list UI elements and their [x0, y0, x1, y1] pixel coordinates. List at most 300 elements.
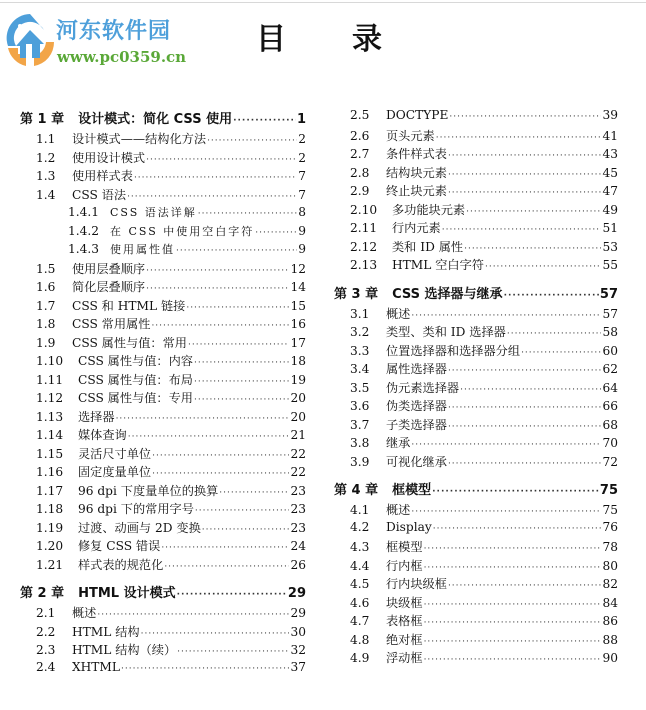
- toc-section: [20, 482, 306, 501]
- dot-leader: [128, 432, 290, 442]
- dot-leader: [255, 228, 297, 238]
- toc-page-number: 24: [290, 539, 306, 553]
- toc-title: HTML 结构（续）: [72, 643, 177, 657]
- toc-page-number: 37: [290, 659, 306, 674]
- dot-leader: [116, 414, 290, 424]
- dot-leader: [424, 637, 602, 647]
- toc-title: CSS 选择器与继承: [392, 286, 503, 302]
- toc-page-number: 30: [290, 624, 306, 639]
- toc-chapter: [334, 479, 618, 501]
- toc-section: [334, 649, 618, 668]
- toc-section: [334, 360, 618, 379]
- toc-number: 1.11: [36, 372, 64, 387]
- toc-section: [334, 201, 618, 220]
- toc-title: CSS 属性与值：专用: [78, 391, 193, 405]
- dot-leader: [464, 244, 601, 254]
- toc-page-number: 23: [290, 520, 306, 535]
- toc-page-number: 17: [290, 335, 306, 350]
- toc-number: 2.7: [350, 147, 370, 161]
- toc-page-number: 29: [287, 586, 306, 601]
- dot-leader: [433, 524, 602, 534]
- toc-title: 可视化继承: [386, 454, 447, 469]
- toc-section: [334, 416, 618, 435]
- toc-number: 1.6: [36, 280, 56, 294]
- toc-title: 固定度量单位: [78, 465, 152, 479]
- toc-page-number: 2: [298, 132, 306, 146]
- toc-number: 2.11: [350, 221, 378, 235]
- toc-page-number: 32: [290, 643, 306, 657]
- toc-page-number: 9: [298, 223, 306, 238]
- toc-section: [334, 305, 618, 324]
- dot-leader: [188, 340, 289, 350]
- toc-page-number: 62: [602, 362, 618, 376]
- toc-page-number: 12: [290, 261, 306, 276]
- toc-page-number: 22: [290, 465, 306, 479]
- toc-section: [334, 501, 618, 520]
- toc-page-number: 19: [290, 372, 306, 387]
- dot-leader: [151, 321, 289, 331]
- toc-section: [334, 538, 618, 557]
- toc-page-number: 68: [602, 417, 618, 432]
- toc-title: 类型、类和 ID 选择器: [386, 325, 506, 339]
- toc-number: 3.3: [350, 343, 370, 358]
- toc-number: 2.12: [350, 239, 378, 254]
- toc-page-number: 16: [290, 317, 306, 331]
- dot-leader: [176, 246, 297, 256]
- dot-leader: [504, 291, 599, 301]
- toc-number: 第 3 章: [334, 286, 379, 302]
- toc-section: [334, 575, 618, 594]
- toc-page-number: 64: [602, 380, 618, 395]
- toc-title: 行内元素: [392, 221, 441, 235]
- toc-title: 在 CSS 中使用空白字符: [110, 224, 255, 238]
- chapter-spacer: [334, 471, 618, 479]
- toc-page-number: 72: [602, 454, 618, 469]
- toc-page-number: 1: [296, 112, 306, 127]
- toc-title: 选择器: [78, 409, 115, 424]
- toc-left-column: [20, 108, 306, 678]
- toc-title: HTML 空白字符: [392, 258, 484, 272]
- toc-section: [334, 256, 618, 275]
- dot-leader: [448, 170, 602, 180]
- toc-page-number: 60: [602, 343, 618, 358]
- toc-title: 终止块元素: [386, 184, 447, 198]
- dot-leader: [411, 440, 601, 450]
- toc-title: 伪类选择器: [386, 399, 447, 413]
- toc-number: 1.17: [36, 483, 64, 498]
- toc-section: [20, 604, 306, 623]
- toc-title: DOCTYPE: [386, 108, 449, 122]
- toc-page-number: 39: [602, 108, 618, 122]
- toc-title: CSS 语法: [72, 187, 127, 202]
- dot-leader: [121, 664, 289, 674]
- toc-title: 伪元素选择器: [386, 380, 460, 395]
- toc-number: 3.4: [350, 362, 370, 376]
- dot-leader: [507, 329, 602, 339]
- dot-leader: [442, 225, 602, 235]
- toc-title: 样式表的规范化: [78, 557, 164, 572]
- page-title-char-2: 录: [352, 22, 382, 57]
- toc-title: 属性选择器: [386, 362, 447, 376]
- dot-leader: [436, 133, 602, 143]
- toc-page-number: 26: [290, 557, 306, 572]
- toc-section: [20, 130, 306, 149]
- toc-section: [334, 594, 618, 613]
- toc-page-number: 41: [602, 128, 618, 143]
- toc-title: 概述: [72, 606, 97, 620]
- dot-leader: [194, 395, 289, 405]
- dot-leader: [448, 188, 602, 198]
- dot-leader: [194, 377, 289, 387]
- toc-title: 条件样式表: [386, 147, 447, 161]
- toc-page-number: 86: [602, 614, 618, 628]
- dot-leader: [448, 366, 602, 376]
- dot-leader: [448, 581, 602, 591]
- toc-section: [334, 342, 618, 361]
- toc-section: [334, 520, 618, 539]
- toc-number: 2.9: [350, 184, 370, 198]
- toc-number: 2.10: [350, 202, 378, 217]
- toc-title: 使用设计模式: [72, 150, 146, 165]
- toc-number: 2.4: [36, 659, 56, 674]
- toc-title: 浮动框: [386, 651, 423, 665]
- dot-leader: [164, 562, 289, 572]
- dot-leader: [424, 544, 602, 554]
- toc-number: 1.7: [36, 298, 56, 313]
- toc-number: 1.4.2: [68, 223, 100, 238]
- toc-page-number: 29: [290, 606, 306, 620]
- toc-section: [20, 556, 306, 575]
- toc-page-number: 21: [290, 428, 306, 442]
- toc-number: 2.1: [36, 606, 56, 620]
- toc-number: 1.14: [36, 428, 64, 442]
- toc-number: 4.7: [350, 614, 370, 628]
- dot-leader: [186, 303, 289, 313]
- toc-section: [334, 612, 618, 631]
- toc-chapter: [20, 582, 306, 604]
- dot-leader: [177, 590, 287, 600]
- toc-title: 修复 CSS 错误: [78, 539, 161, 553]
- toc-page-number: 75: [602, 503, 618, 517]
- toc-title: 96 dpi 下度量单位的换算: [78, 483, 219, 498]
- dot-leader: [177, 647, 289, 657]
- toc-title: 框模型: [392, 483, 432, 498]
- toc-section: [20, 389, 306, 408]
- toc-title: CSS 属性与值：布局: [78, 372, 193, 387]
- toc-chapter: [20, 108, 306, 130]
- toc-number: 第 1 章: [20, 112, 65, 127]
- toc-section: [20, 260, 306, 279]
- dot-leader: [424, 600, 602, 610]
- watermark-site-name: 河东软件园: [56, 19, 172, 44]
- dot-leader: [202, 525, 290, 535]
- toc-number: 4.4: [350, 558, 370, 573]
- toc-section: [334, 557, 618, 576]
- toc-page-number: 78: [602, 540, 618, 554]
- toc-section: [334, 145, 618, 164]
- toc-number: 3.7: [350, 417, 370, 432]
- toc-title: 媒体查询: [78, 428, 127, 442]
- toc-number: 1.5: [36, 261, 56, 276]
- toc-section: [20, 537, 306, 556]
- toc-section: [20, 660, 306, 679]
- toc-page-number: 70: [602, 436, 618, 450]
- dot-leader: [424, 563, 602, 573]
- toc-page-number: 90: [602, 651, 618, 665]
- toc-title: 灵活尺寸单位: [78, 446, 152, 461]
- toc-section: [334, 453, 618, 472]
- toc-title: 绝对框: [386, 632, 423, 647]
- toc-section: [20, 315, 306, 334]
- toc-number: 1.4.1: [68, 205, 100, 219]
- toc-number: 1.16: [36, 465, 64, 479]
- toc-number: 1.13: [36, 409, 64, 424]
- toc-title: CSS 属性与值：常用: [72, 335, 187, 350]
- toc-title: CSS 属性与值：内容: [78, 354, 193, 368]
- dot-leader: [411, 507, 601, 517]
- toc-page-number: 15: [290, 298, 306, 313]
- toc-title: XHTML: [72, 659, 121, 674]
- toc-number: 1.12: [36, 391, 64, 405]
- toc-number: 4.1: [350, 503, 370, 517]
- toc-number: 1.3: [36, 169, 56, 183]
- toc-title: HTML 设计模式: [78, 586, 176, 601]
- toc-section: [20, 426, 306, 445]
- toc-title: 框模型: [386, 540, 423, 554]
- dot-leader: [521, 348, 601, 358]
- toc-page-number: 58: [602, 325, 618, 339]
- toc-title: 继承: [386, 436, 411, 450]
- top-border: [0, 2, 646, 3]
- dot-leader: [134, 173, 297, 183]
- toc-page-number: 18: [290, 354, 306, 368]
- toc-number: 1.4.3: [68, 242, 100, 256]
- dot-leader: [424, 655, 602, 665]
- toc-section: [334, 182, 618, 201]
- dot-leader: [432, 487, 599, 497]
- toc-title: 子类选择器: [386, 417, 447, 432]
- toc-section: [20, 463, 306, 482]
- chapter-spacer: [20, 574, 306, 582]
- toc-title: Display: [386, 519, 432, 534]
- dot-leader: [460, 385, 601, 395]
- toc-title: 概述: [386, 306, 411, 321]
- toc-section: [20, 278, 306, 297]
- toc-section: [334, 238, 618, 257]
- toc-number: 3.8: [350, 436, 370, 450]
- toc-section: [334, 127, 618, 146]
- toc-title: 多功能块元素: [392, 202, 466, 217]
- toc-section: [334, 631, 618, 650]
- toc-number: 第 2 章: [20, 586, 65, 601]
- dot-leader: [448, 403, 602, 413]
- toc-page-number: 49: [602, 202, 618, 217]
- toc-number: 第 4 章: [334, 483, 379, 498]
- watermark-url: www.pc0359.cn: [57, 48, 187, 66]
- toc-page-number: 55: [602, 258, 618, 272]
- dot-leader: [152, 469, 289, 479]
- dot-leader: [448, 422, 602, 432]
- toc-chapter: [334, 283, 618, 305]
- toc-number: 1.18: [36, 502, 64, 516]
- toc-page-number: 57: [599, 286, 618, 302]
- toc-page-number: 66: [602, 399, 618, 413]
- toc-title: 结构块元素: [386, 165, 447, 180]
- toc-number: 2.8: [350, 165, 370, 180]
- dot-leader: [449, 112, 601, 122]
- toc-number: 3.1: [350, 306, 370, 321]
- toc-subsection: [20, 204, 306, 223]
- dot-leader: [466, 207, 601, 217]
- toc-section: [334, 108, 618, 127]
- toc-title: 设计模式——结构化方法: [72, 132, 207, 146]
- toc-number: 1.2: [36, 150, 56, 165]
- toc-number: 3.2: [350, 325, 370, 339]
- dot-leader: [97, 610, 289, 620]
- toc-title: CSS 常用属性: [72, 317, 151, 331]
- toc-title: 类和 ID 属性: [392, 239, 464, 254]
- toc-page-number: 57: [602, 306, 618, 321]
- dot-leader: [152, 451, 289, 461]
- toc-title: 概述: [386, 503, 411, 517]
- toc-page-number: 14: [290, 280, 306, 294]
- dot-leader: [141, 629, 290, 639]
- toc-title: CSS 和 HTML 链接: [72, 298, 186, 313]
- toc-title: 位置选择器和选择器分组: [386, 343, 521, 358]
- toc-title: 简化层叠顺序: [72, 280, 146, 294]
- toc-number: 2.5: [350, 108, 370, 122]
- toc-title: 行内框: [386, 558, 423, 573]
- toc-right-column: [334, 108, 618, 668]
- dot-leader: [485, 262, 602, 272]
- toc-title: 表格框: [386, 614, 423, 628]
- toc-number: 3.6: [350, 399, 370, 413]
- toc-title: 块级框: [386, 595, 423, 610]
- toc-number: 4.2: [350, 519, 370, 534]
- dot-leader: [207, 136, 297, 146]
- toc-title: 使用样式表: [72, 169, 133, 183]
- toc-title: 使用层叠顺序: [72, 261, 146, 276]
- toc-section: [20, 297, 306, 316]
- toc-page-number: 45: [602, 165, 618, 180]
- dot-leader: [219, 488, 289, 498]
- toc-section: [334, 379, 618, 398]
- toc-title: CSS 语法详解: [110, 206, 197, 219]
- toc-number: 1.4: [36, 187, 56, 202]
- toc-page-number: 7: [298, 169, 306, 183]
- toc-number: 4.3: [350, 540, 370, 554]
- dot-leader: [424, 618, 602, 628]
- toc-page-number: 53: [602, 239, 618, 254]
- toc-page-number: 7: [298, 187, 306, 202]
- toc-page-number: 9: [298, 242, 306, 256]
- toc-section: [20, 500, 306, 519]
- toc-number: 2.13: [350, 258, 378, 272]
- dot-leader: [161, 543, 289, 553]
- toc-section: [20, 519, 306, 538]
- dot-leader: [448, 151, 602, 161]
- toc-page-number: 80: [602, 558, 618, 573]
- toc-number: 1.21: [36, 557, 64, 572]
- toc-subsection: [20, 223, 306, 242]
- toc-number: 3.9: [350, 454, 370, 469]
- toc-section: [20, 641, 306, 660]
- toc-section: [20, 408, 306, 427]
- toc-section: [334, 397, 618, 416]
- toc-title: HTML 结构: [72, 624, 140, 639]
- dot-leader: [195, 506, 290, 516]
- toc-number: 2.2: [36, 624, 56, 639]
- dot-leader: [146, 155, 297, 165]
- toc-page-number: 23: [290, 502, 306, 516]
- toc-section: [334, 434, 618, 453]
- toc-number: 4.9: [350, 651, 370, 665]
- toc-page-number: 76: [602, 519, 618, 534]
- dot-leader: [127, 192, 297, 202]
- toc-page-number: 20: [290, 391, 306, 405]
- toc-title: 使用属性值: [110, 243, 175, 256]
- toc-page-number: 2: [298, 150, 306, 165]
- toc-page-number: 20: [290, 409, 306, 424]
- toc-page-number: 75: [599, 483, 618, 498]
- toc-title: 页头元素: [386, 128, 435, 143]
- toc-page-number: 47: [602, 184, 618, 198]
- toc-number: 4.5: [350, 577, 370, 591]
- dot-leader: [198, 209, 297, 219]
- toc-page-number: 43: [602, 147, 618, 161]
- toc-title: 行内块级框: [386, 577, 447, 591]
- toc-section: [334, 323, 618, 342]
- toc-subsection: [20, 241, 306, 260]
- toc-number: 4.6: [350, 595, 370, 610]
- toc-title: 设计模式：简化 CSS 使用: [78, 112, 233, 127]
- toc-number: 1.15: [36, 446, 64, 461]
- toc-title: 过渡、动画与 2D 变换: [78, 520, 201, 535]
- toc-page-number: 82: [602, 577, 618, 591]
- toc-section: [20, 623, 306, 642]
- toc-page-number: 22: [290, 446, 306, 461]
- toc-page-number: 8: [298, 205, 306, 219]
- toc-section: [334, 164, 618, 183]
- toc-section: [20, 334, 306, 353]
- toc-section: [20, 167, 306, 186]
- toc-number: 1.10: [36, 354, 64, 368]
- toc-section: [20, 371, 306, 390]
- toc-number: 1.1: [36, 132, 56, 146]
- chapter-spacer: [334, 275, 618, 283]
- toc-page-number: 23: [290, 483, 306, 498]
- page-title-char-1: 目: [256, 22, 286, 57]
- toc-section: [20, 186, 306, 205]
- toc-page-number: 51: [602, 221, 618, 235]
- toc-section: [20, 149, 306, 168]
- toc-page-number: 84: [602, 595, 618, 610]
- toc-number: 3.5: [350, 380, 370, 395]
- dot-leader: [194, 358, 289, 368]
- toc-title: 96 dpi 下的常用字号: [78, 502, 194, 516]
- dot-leader: [233, 116, 296, 126]
- dot-leader: [146, 266, 289, 276]
- toc-number: 4.8: [350, 632, 370, 647]
- toc-number: 2.6: [350, 128, 370, 143]
- toc-section: [20, 352, 306, 371]
- dot-leader: [411, 311, 601, 321]
- toc-section: [20, 445, 306, 464]
- toc-number: 2.3: [36, 643, 56, 657]
- toc-page-number: 88: [602, 632, 618, 647]
- toc-number: 1.8: [36, 317, 56, 331]
- toc-number: 1.9: [36, 335, 56, 350]
